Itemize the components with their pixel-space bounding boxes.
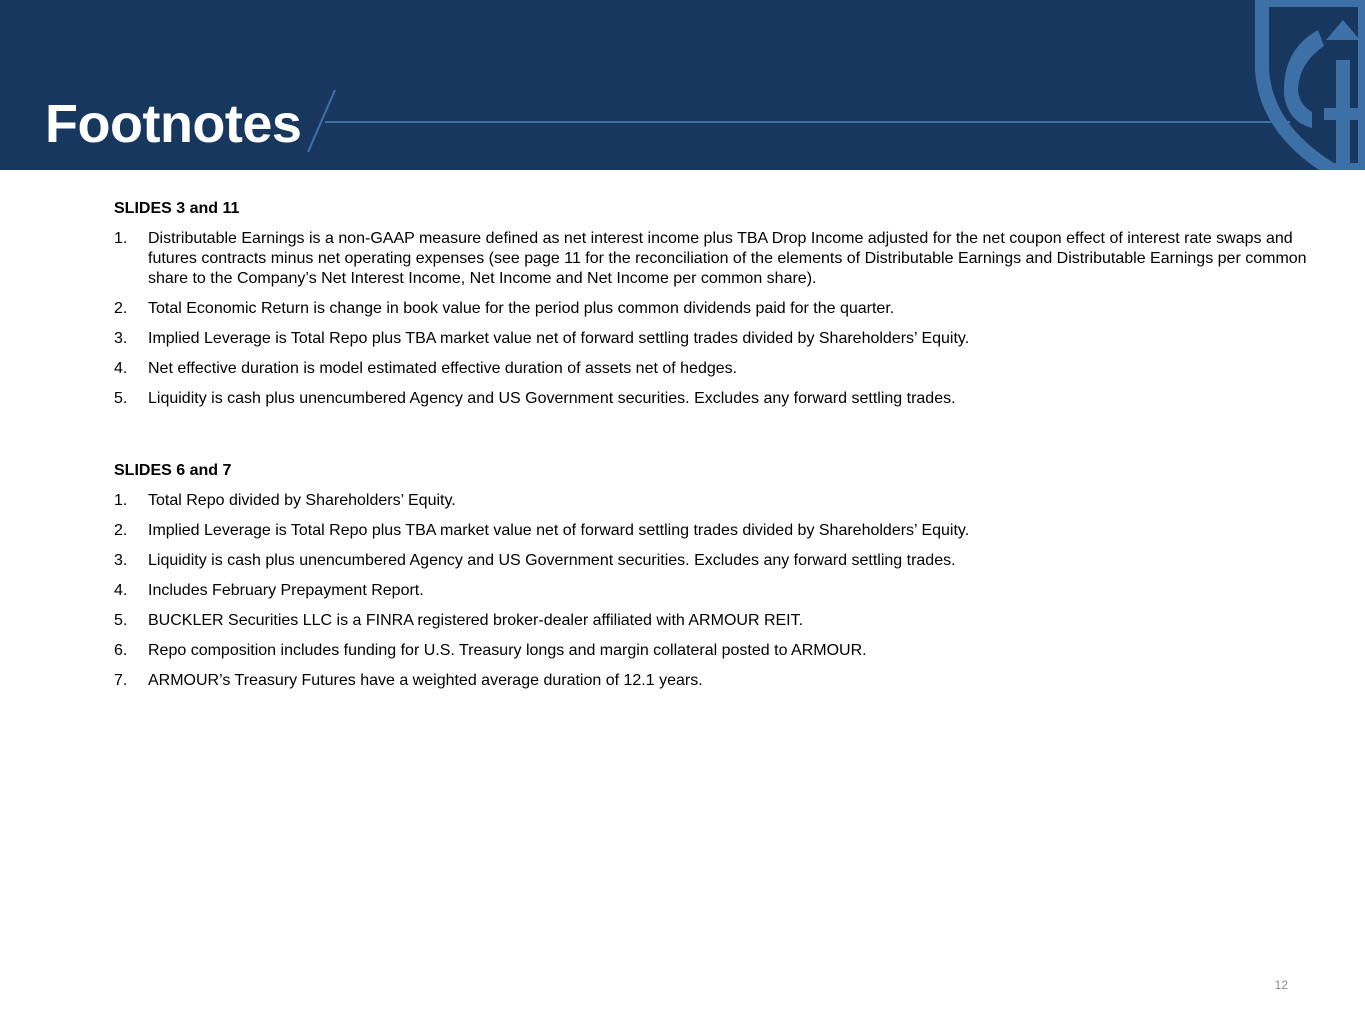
footnote-text: Includes February Prepayment Report. bbox=[148, 582, 424, 599]
footnote-item bbox=[114, 299, 1314, 319]
footnote-number: 5. bbox=[114, 390, 128, 407]
section-spacer bbox=[114, 419, 1314, 461]
footnote-item bbox=[114, 229, 1314, 289]
footnote-item bbox=[114, 521, 1314, 541]
footnote-number: 6. bbox=[114, 642, 128, 659]
footnote-text: Implied Leverage is Total Repo plus TBA market value net of forward settling trades divided by Shareholders’ Equity. bbox=[148, 522, 970, 539]
footnote-list bbox=[114, 229, 1314, 409]
footnote-text: Liquidity is cash plus unencumbered Agency and US Government securities. Excludes any forward settling trades. bbox=[148, 552, 956, 569]
footnote-number: 3. bbox=[114, 552, 128, 569]
page-title: Footnotes bbox=[45, 94, 302, 154]
footnote-item bbox=[114, 581, 1314, 601]
footnote-text: Net effective duration is model estimated effective duration of assets net of hedges. bbox=[148, 360, 738, 377]
section-heading: SLIDES 3 and 11 bbox=[114, 200, 240, 217]
footnote-item bbox=[114, 329, 1314, 349]
footnote-number: 2. bbox=[114, 300, 128, 317]
footnote-item bbox=[114, 671, 1314, 691]
footnote-item bbox=[114, 551, 1314, 571]
footnote-text: Total Repo divided by Shareholders’ Equity. bbox=[148, 492, 456, 509]
footnote-list bbox=[114, 491, 1314, 691]
footnote-number: 1. bbox=[114, 492, 128, 509]
footnote-item bbox=[114, 641, 1314, 661]
footnote-text: Repo composition includes funding for U.S. Treasury longs and margin collateral posted to ARMOUR. bbox=[148, 642, 867, 659]
footnote-number: 2. bbox=[114, 522, 128, 539]
section-heading: SLIDES 6 and 7 bbox=[114, 462, 232, 479]
title-banner bbox=[0, 0, 1365, 170]
footnote-section bbox=[114, 199, 1314, 409]
footnote-text: Implied Leverage is Total Repo plus TBA market value net of forward settling trades divided by Shareholders’ Equity. bbox=[148, 330, 970, 347]
footnote-text: Liquidity is cash plus unencumbered Agency and US Government securities. Excludes any forward settling trades. bbox=[148, 390, 956, 407]
footnote-section bbox=[114, 461, 1314, 691]
footnote-text: Total Economic Return is change in book value for the period plus common dividends paid for the quarter. bbox=[148, 300, 895, 317]
shield-logo-icon bbox=[1240, 0, 1365, 170]
footnote-item bbox=[114, 491, 1314, 511]
footnotes-content bbox=[114, 199, 1314, 701]
footnote-number: 4. bbox=[114, 582, 128, 599]
footnote-item bbox=[114, 611, 1314, 631]
footnote-text: ARMOUR’s Treasury Futures have a weighted average duration of 12.1 years. bbox=[148, 672, 703, 689]
footnote-number: 7. bbox=[114, 672, 128, 689]
footnote-item bbox=[114, 389, 1314, 409]
footnote-text: Distributable Earnings is a non-GAAP measure defined as net interest income plus TBA Drop Income adjusted for the net coupon effect of interest rate swaps and futures contracts minus net operating expenses (see page 11 for the reconciliation of the elements of Distributable Earnings and Distributable Earnings per common share to the Company’s Net Interest Income, Net Income and Net Income per common share). bbox=[148, 230, 1307, 287]
footnote-number: 4. bbox=[114, 360, 128, 377]
footnote-text: BUCKLER Securities LLC is a FINRA registered broker-dealer affiliated with ARMOUR REIT. bbox=[148, 612, 804, 629]
footnote-item bbox=[114, 359, 1314, 379]
footnote-number: 5. bbox=[114, 612, 128, 629]
footnote-number: 1. bbox=[114, 230, 128, 247]
page-number: 12 bbox=[1274, 978, 1288, 992]
footnote-number: 3. bbox=[114, 330, 128, 347]
